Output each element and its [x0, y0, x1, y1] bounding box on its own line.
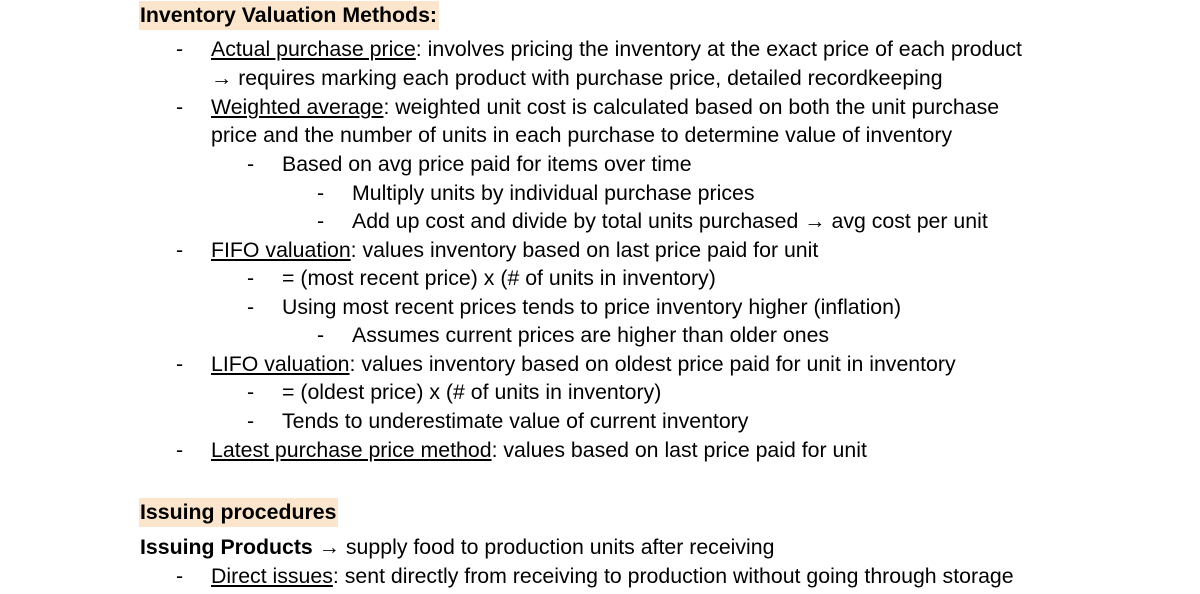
sub-sub-item: Add up cost and divide by total units purchased → avg cost per unit	[352, 209, 988, 233]
issuing-products-label: Issuing Products	[140, 535, 313, 559]
sub-item: Based on avg price paid for items over time	[282, 152, 692, 176]
bullet-dash: -	[317, 323, 325, 347]
bullet-dash: -	[247, 409, 255, 433]
issuing-products-line	[140, 533, 774, 562]
issuing-products-text: → supply food to production units after receiving	[312, 535, 775, 559]
item-text: : values based on last price paid for unit	[491, 438, 867, 462]
term-weighted-average: Weighted average	[211, 95, 384, 119]
bullet-dash: -	[247, 266, 255, 290]
section-heading-issuing-procedures: Issuing procedures	[139, 498, 338, 527]
term-lifo-valuation: LIFO valuation	[211, 352, 350, 376]
list-item	[211, 436, 867, 465]
item-text: : values inventory based on oldest price paid for unit in inventory	[349, 352, 956, 376]
term-latest-purchase-price-method: Latest purchase price method	[211, 438, 492, 462]
bullet-dash: -	[176, 37, 184, 61]
bullet-dash: -	[247, 152, 255, 176]
item-text: : weighted unit cost is calculated based on both the unit purchase	[383, 95, 1000, 119]
bullet-dash: -	[176, 238, 184, 262]
bullet-dash: -	[176, 352, 184, 376]
item-continuation: price and the number of units in each purchase to determine value of inventory	[211, 123, 953, 147]
bullet-dash: -	[247, 295, 255, 319]
term-direct-issues: Direct issues	[211, 564, 333, 588]
item-text: : involves pricing the inventory at the exact price of each product	[415, 37, 1022, 61]
sub-item: = (most recent price) x (# of units in inventory)	[282, 266, 716, 290]
sub-item: Using most recent prices tends to price inventory higher (inflation)	[282, 295, 902, 319]
bullet-dash: -	[317, 209, 325, 233]
section-heading-inventory-valuation: Inventory Valuation Methods:	[139, 1, 439, 30]
item-continuation: → requires marking each product with purchase price, detailed recordkeeping	[211, 66, 943, 90]
sub-item: = (oldest price) x (# of units in inventory)	[282, 380, 662, 404]
item-text: : values inventory based on last price paid for unit	[350, 238, 819, 262]
term-fifo-valuation: FIFO valuation	[211, 238, 351, 262]
list-item	[211, 562, 1014, 591]
item-text: : sent directly from receiving to production without going through storage	[332, 564, 1014, 588]
bullet-dash: -	[176, 95, 184, 119]
bullet-dash: -	[176, 438, 184, 462]
sub-sub-item: Multiply units by individual purchase prices	[352, 181, 755, 205]
list-item	[211, 350, 956, 379]
term-actual-purchase-price: Actual purchase price	[211, 37, 416, 61]
list-item	[211, 35, 1022, 64]
bullet-dash: -	[247, 380, 255, 404]
bullet-dash: -	[317, 181, 325, 205]
list-item	[211, 93, 999, 122]
list-item	[211, 236, 818, 265]
bullet-dash: -	[176, 564, 184, 588]
sub-sub-item: Assumes current prices are higher than older ones	[352, 323, 830, 347]
sub-item: Tends to underestimate value of current inventory	[282, 409, 749, 433]
